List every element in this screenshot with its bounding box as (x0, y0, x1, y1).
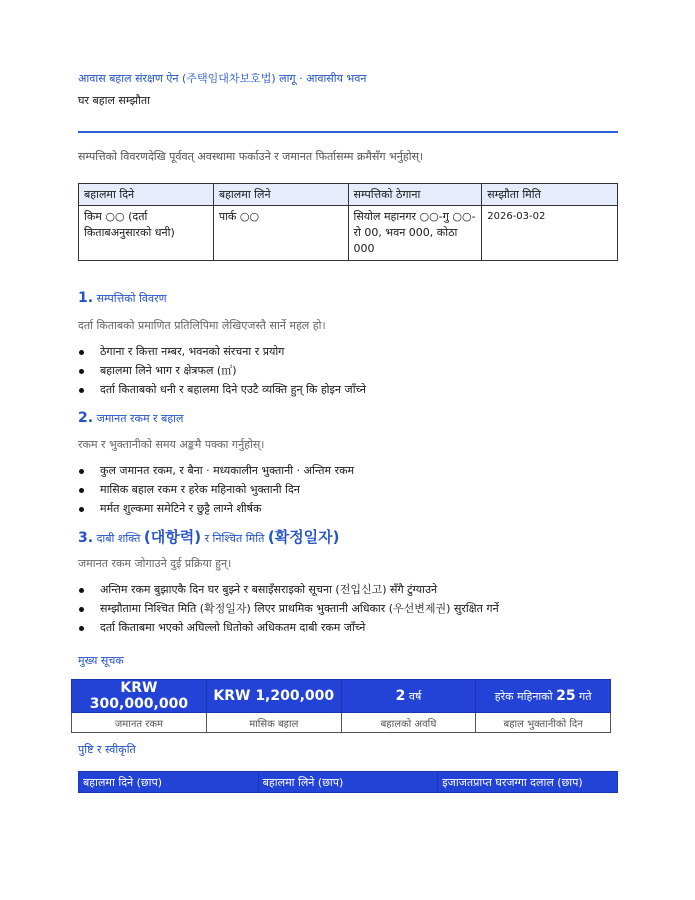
kpi-term-label: बहालको अवधि (341, 713, 476, 733)
meta-header-address: सम्पत्तिको ठेगाना (348, 184, 482, 206)
section-2-subtitle: रकम र भुक्तानीको समय अङ्कमै पक्का गर्नुहोस्। (78, 438, 265, 451)
intro-text: सम्पत्तिको विवरणदेखि पूर्ववत् अवस्थामा फर्काउने र जमानत फिर्तासम्म क्रमैसँग भर्नुहोस्। (78, 150, 424, 163)
header-divider (78, 131, 618, 133)
section-1-subtitle: दर्ता किताबको प्रमाणित प्रतिलिपिमा लेखिएजस्तै सार्ने महल हो। (78, 319, 326, 332)
section-3-title: 3. दाबी शक्ति (대항력) र निश्चित मिति (확정일자) (78, 528, 340, 546)
meta-lessor: किम ○○ (दर्ता किताबअनुसारको धनी) (79, 206, 214, 261)
section-2-list (78, 461, 354, 518)
section-3-subtitle: जमानत रकम जोगाउने दुई प्रक्रिया हुन्। (78, 557, 232, 570)
section-1-title: 1. सम्पत्तिको विवरण (78, 290, 167, 306)
meta-value-row (79, 206, 618, 261)
kpi-payday-value: हरेक महिनाको 25 गते (476, 680, 611, 713)
signature-row (79, 772, 618, 793)
kpi-term-value: 2 वर्ष (341, 680, 476, 713)
kpi-rent-label: मासिक बहाल (206, 713, 341, 733)
list-item: मर्मत शुल्कमा समेटिने र छुट्टै लाग्ने शीर्षक (78, 499, 354, 518)
list-item: सम्झौतामा निश्चित मिति (확정일자) लिएर प्राथमिक भुक्तानी अधिकार (우선변제권) सुरक्षित गर्ने (78, 599, 499, 618)
kpi-value-row (72, 680, 611, 713)
list-item: कुल जमानत रकम, र बैना · मध्यकालीन भुक्तानी · अन्तिम रकम (78, 461, 354, 480)
kpi-rent-value: KRW 1,200,000 (206, 680, 341, 713)
kpi-deposit-value: KRW 300,000,000 (72, 680, 207, 713)
meta-header-lessor: बहालमा दिने (79, 184, 214, 206)
list-item: मासिक बहाल रकम र हरेक महिनाको भुक्तानी दिन (78, 480, 354, 499)
list-item: दर्ता किताबमा भएको अघिल्लो धितोको अधिकतम दाबी रकम जाँच्ने (78, 618, 499, 637)
kpi-table (71, 679, 611, 733)
kpi-title: मुख्य सूचक (78, 654, 124, 667)
kpi-payday-label: बहाल भुक्तानीको दिन (476, 713, 611, 733)
signature-table (78, 771, 618, 793)
meta-date: 2026-03-02 (482, 206, 618, 261)
kpi-label-row (72, 713, 611, 733)
meta-header-lessee: बहालमा लिने (213, 184, 348, 206)
section-1-list (78, 342, 366, 399)
section-3-list (78, 580, 499, 637)
document-title: घर बहाल सम्झौता (78, 94, 150, 107)
section-2-title: 2. जमानत रकम र बहाल (78, 410, 184, 426)
kpi-deposit-label: जमानत रकम (72, 713, 207, 733)
list-item: बहालमा लिने भाग र क्षेत्रफल (㎡) (78, 361, 366, 380)
meta-header-row (79, 184, 618, 206)
list-item: ठेगाना र कित्ता नम्बर, भवनको संरचना र प्रयोग (78, 342, 366, 361)
meta-header-date: सम्झौता मिति (482, 184, 618, 206)
list-item: दर्ता किताबको धनी र बहालमा दिने एउटै व्यक्ति हुन् कि होइन जाँच्ने (78, 380, 366, 399)
meta-lessee: पार्क ○○ (213, 206, 348, 261)
meta-address: सियोल महानगर ○○-गु ○○-रो 00, भवन 000, कोठा 000 (348, 206, 482, 261)
signature-lessor: बहालमा दिने (छाप) (79, 772, 259, 793)
signature-title: पुष्टि र स्वीकृति (78, 743, 136, 756)
list-item: अन्तिम रकम बुझाएकै दिन घर बुझ्ने र बसाइँसराइको सूचना (전입신고) सँगै टुंग्याउने (78, 580, 499, 599)
signature-broker: इजाजतप्राप्त घरजग्गा दलाल (छाप) (438, 772, 618, 793)
contract-meta-table (78, 183, 618, 261)
signature-lessee: बहालमा लिने (छाप) (258, 772, 438, 793)
header-law-line: आवास बहाल संरक्षण ऐन (주택임대차보호법) लागू · आवासीय भवन (78, 72, 367, 85)
